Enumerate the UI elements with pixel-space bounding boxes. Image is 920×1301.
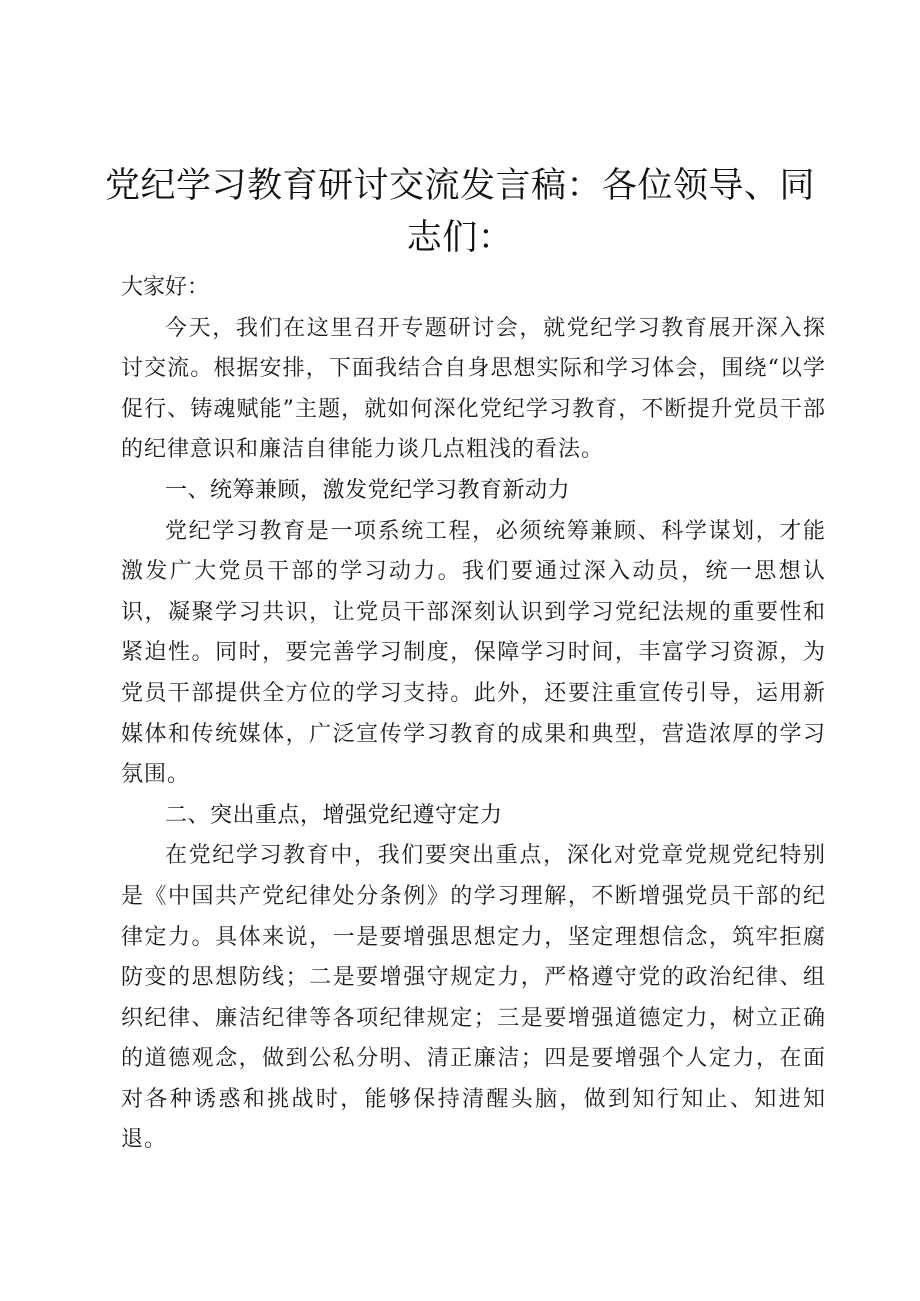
section-heading-2: 二、突出重点，增强党纪遵守定力: [165, 802, 503, 828]
section-paragraph-1: 党纪学习教育是一项系统工程，必须统筹兼顾、科学谋划，才能激发广大党员干部的学习动力。我们要通过深入动员，统一思想认识，凝聚学习共识，让党员干部深刻认识到学习党纪法规的重要性和紧迫性。同时，要完善学习制度，保障学习时间，丰富学习资源，为党员干部提供全方位的学习支持。此外，还要注重宣传引导，运用新媒体和传统媒体，广泛宣传学习教育的成果和典型，营造浓厚的学习氛围。: [121, 518, 826, 788]
intro-paragraph: 今天，我们在这里召开专题研讨会，就党纪学习教育展开深入探讨交流。根据安排，下面我结合自身思想实际和学习体会，围绕“以学促行、铸魂赋能”主题，就如何深化党纪学习教育，不断提升党员干部的纪律意识和廉洁自律能力谈几点粗浅的看法。: [121, 315, 826, 463]
section-heading-1: 一、统筹兼顾，激发党纪学习教育新动力: [165, 477, 571, 503]
greeting: 大家好：: [121, 275, 210, 300]
document-body: [121, 268, 826, 1161]
document-title: 党纪学习教育研讨交流发言稿：各位领导、同志们：: [104, 166, 815, 258]
section-paragraph-2: 在党纪学习教育中，我们要突出重点，深化对党章党规党纪特别是《中国共产党纪律处分条例》的学习理解，不断增强党员干部的纪律定力。具体来说，一是要增强思想定力，坚定理想信念，筑牢拒腐防变的思想防线；二是要增强守规定力，严格遵守党的政治纪律、组织纪律、廉洁纪律等各项纪律规定；三是要增强道德定力，树立正确的道德观念，做到公私分明、清正廉洁；四是要增强个人定力，在面对各种诱惑和挑战时，能够保持清醒头脑，做到知行知止、知进知退。: [121, 843, 826, 1153]
